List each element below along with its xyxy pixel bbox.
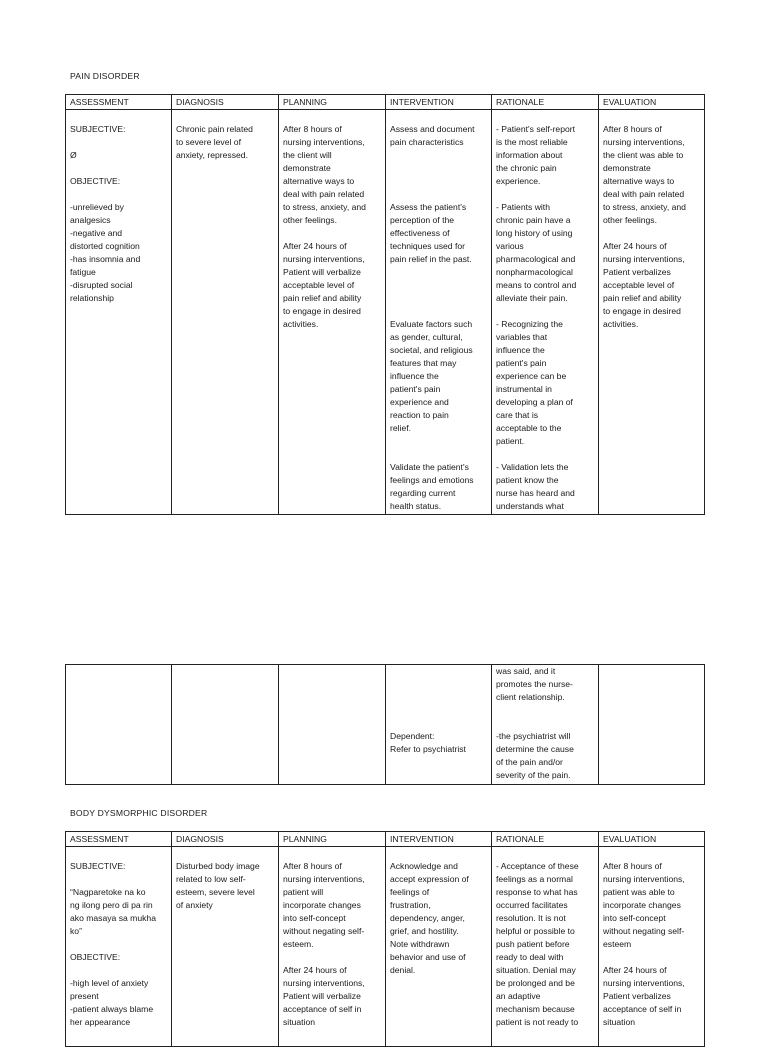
intervention-3: Evaluate factors such as gender, cultural, societal, and religious features that may influence the patient's pain experience and reaction to pain relief. <box>390 319 473 433</box>
intervention-dependent: Dependent: Refer to psychiatrist <box>390 731 466 754</box>
planning-cell <box>279 847 386 1047</box>
planning-cell <box>279 665 386 785</box>
diagnosis-text: Chronic pain related to severe level of anxiety, repressed. <box>176 124 253 160</box>
evaluation-cell <box>599 110 705 515</box>
subjective-label: SUBJECTIVE: <box>70 861 126 871</box>
pain-disorder-table <box>65 94 705 515</box>
planning-8h: After 8 hours of nursing interventions, the client will demonstrate alternative ways to deal with pain related to stress, anxiety, and other feelings. <box>283 124 366 225</box>
rationale-2: - Patients with chronic pain have a long history of using various pharmacological and nonpharmacological means to control and alleviate their pain. <box>496 202 577 303</box>
planning-cell <box>279 110 386 515</box>
intervention-cell <box>386 665 492 785</box>
evaluation-cell <box>599 847 705 1047</box>
intervention-1: Acknowledge and accept expression of feelings of frustration, dependency, anger, grief, and hostility. Note withdrawn behavior and use of denial. <box>390 861 469 975</box>
evaluation-8h: After 8 hours of nursing interventions, the client was able to demonstrate alternative ways to deal with pain related to stress, anxiety, and other feelings. <box>603 124 686 225</box>
diagnosis-cell <box>172 110 279 515</box>
rationale-cell <box>492 847 599 1047</box>
intervention-4: Validate the patient's feelings and emotions regarding current health status. <box>390 462 474 511</box>
rationale-4-continued: was said, and it promotes the nurse- client relationship. <box>496 666 573 702</box>
rationale-1: - Acceptance of these feelings as a normal response to what has occurred facilitates resolution. It is not helpful or possible to push patient before ready to deal with situation. Denial may be prolonged and be an adaptive mechanism because patient is not ready to <box>496 861 579 1027</box>
diagnosis-cell <box>172 665 279 785</box>
evaluation-8h: After 8 hours of nursing interventions, patient was able to incorporate changes into self-concept without negating self- esteem <box>603 861 685 949</box>
evaluation-24h: After 24 hours of nursing interventions, Patient verbalizes acceptable level of pain relief and ability to engage in desired activities. <box>603 241 685 329</box>
objective-label: OBJECTIVE: <box>70 176 121 186</box>
header-planning: PLANNING <box>279 95 386 110</box>
header-planning: PLANNING <box>279 832 386 847</box>
pain-disorder-table-continued <box>65 664 705 785</box>
table-row <box>66 110 705 515</box>
header-rationale: RATIONALE <box>492 95 599 110</box>
header-row <box>66 832 705 847</box>
objective-items: -unrelieved by analgesics -negative and distorted cognition -has insomnia and fatigue -disrupted social relationship <box>70 202 141 303</box>
header-row <box>66 95 705 110</box>
subjective-quote: “Nagparetoke na ko ng ilong pero di pa rin ako masaya sa mukha ko” <box>70 887 156 936</box>
subjective-label: SUBJECTIVE: <box>70 124 126 134</box>
rationale-cell <box>492 110 599 515</box>
diagnosis-text: Disturbed body image related to low self- esteem, severe level of anxiety <box>176 861 260 910</box>
intervention-1: Assess and document pain characteristics <box>390 124 475 147</box>
assessment-cell <box>66 847 172 1047</box>
header-diagnosis: DIAGNOSIS <box>172 832 279 847</box>
rationale-1: - Patient's self-report is the most reliable information about the chronic pain experience. <box>496 124 576 186</box>
header-intervention: INTERVENTION <box>386 95 492 110</box>
body-dysmorphic-disorder-title: BODY DYSMORPHIC DISORDER <box>70 808 208 818</box>
header-intervention: INTERVENTION <box>386 832 492 847</box>
evaluation-cell <box>599 665 705 785</box>
body-dysmorphic-disorder-table <box>65 831 705 1047</box>
header-diagnosis: DIAGNOSIS <box>172 95 279 110</box>
objective-label: OBJECTIVE: <box>70 952 121 962</box>
assessment-cell <box>66 110 172 515</box>
pain-disorder-title: PAIN DISORDER <box>70 71 140 81</box>
table-row <box>66 847 705 1047</box>
header-assessment: ASSESSMENT <box>66 832 172 847</box>
evaluation-24h: After 24 hours of nursing interventions, Patient verbalizes acceptance of self in situation <box>603 965 685 1027</box>
assessment-cell <box>66 665 172 785</box>
diagnosis-cell <box>172 847 279 1047</box>
header-rationale: RATIONALE <box>492 832 599 847</box>
rationale-3: - Recognizing the variables that influence the patient's pain experience can be instrumental in developing a plan of care that is acceptable to the patient. <box>496 319 573 446</box>
rationale-4: - Validation lets the patient know the nurse has heard and understands what <box>496 462 575 511</box>
header-evaluation: EVALUATION <box>599 95 705 110</box>
intervention-cell <box>386 847 492 1047</box>
rationale-cell <box>492 665 599 785</box>
planning-24h: After 24 hours of nursing interventions, Patient will verbalize acceptable level of pain relief and ability to engage in desired activities. <box>283 241 365 329</box>
subjective-value: Ø <box>70 150 77 160</box>
planning-8h: After 8 hours of nursing interventions, patient will incorporate changes into self-concept without negating self- esteem. <box>283 861 365 949</box>
header-assessment: ASSESSMENT <box>66 95 172 110</box>
objective-items: -high level of anxiety present -patient always blame her appearance <box>70 978 154 1027</box>
header-evaluation: EVALUATION <box>599 832 705 847</box>
rationale-dependent: -the psychiatrist will determine the cause of the pain and/or severity of the pain. <box>496 731 574 780</box>
intervention-2: Assess the patient's perception of the effectiveness of techniques used for pain relief in the past. <box>390 202 472 264</box>
intervention-cell <box>386 110 492 515</box>
table-row <box>66 665 705 785</box>
planning-24h: After 24 hours of nursing interventions, Patient will verbalize acceptance of self in situation <box>283 965 365 1027</box>
